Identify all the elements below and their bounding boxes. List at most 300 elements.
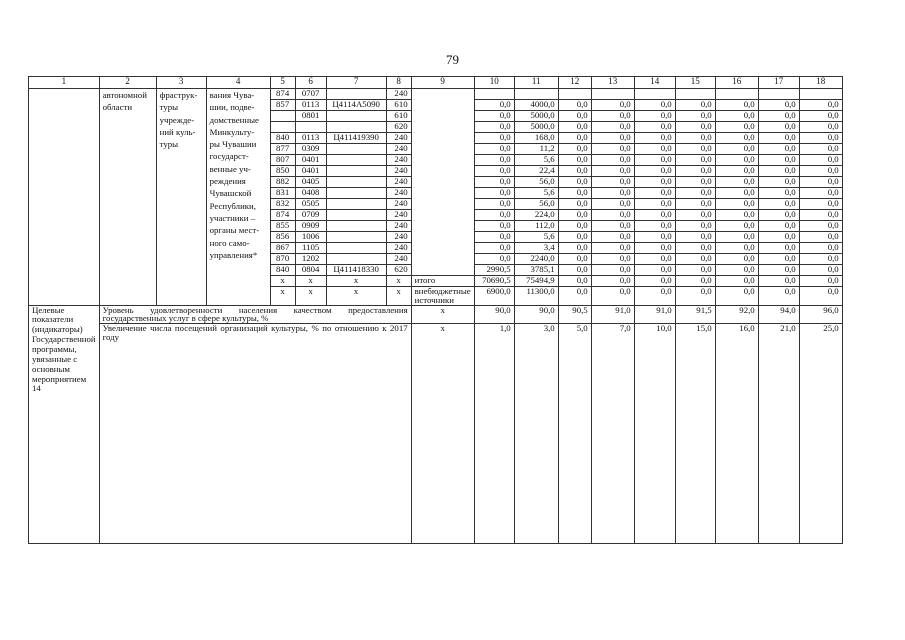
value-cell: 0,0	[558, 199, 591, 210]
target-article	[326, 188, 386, 199]
value-cell: 0,0	[675, 122, 715, 133]
column-number: 5	[270, 77, 295, 89]
value-cell: 91,5	[675, 305, 715, 324]
value-cell: 0,0	[474, 199, 514, 210]
value-cell: 0,0	[591, 265, 634, 276]
cell-line: участники –	[209, 212, 256, 223]
cell-line: домственные	[209, 114, 259, 125]
value-cell: 90,5	[558, 305, 591, 324]
value-cell: 0,0	[634, 265, 675, 276]
cell-line: туры	[159, 139, 179, 150]
value-cell: 11,2	[514, 144, 558, 155]
value-cell: 0,0	[675, 232, 715, 243]
section-code: 0804	[295, 265, 326, 276]
value-cell: 0,0	[715, 144, 758, 155]
value-cell: 0,0	[558, 265, 591, 276]
value-cell: 0,0	[799, 166, 842, 177]
section-code: 0113	[295, 133, 326, 144]
value-cell: 0,0	[758, 254, 799, 265]
indicator-text: Уровень удовлетворенности населения качеством предоставления государственных услуг в сфере культуры, %	[99, 305, 411, 324]
value-cell: 0,0	[675, 177, 715, 188]
value-cell: 0,0	[634, 155, 675, 166]
value-cell: 0,0	[799, 210, 842, 221]
value-cell: 0,0	[675, 287, 715, 306]
expense-type: 240	[386, 232, 411, 243]
value-cell: 0,0	[799, 199, 842, 210]
cell-line: ного само-	[209, 237, 250, 248]
value-cell: 0,0	[474, 221, 514, 232]
value-cell: 4000,0	[514, 100, 558, 111]
value-cell: 0,0	[634, 133, 675, 144]
grbs-code: 882	[270, 177, 295, 188]
section-code: 1202	[295, 254, 326, 265]
value-cell: 0,0	[591, 177, 634, 188]
value-cell: 0,0	[474, 111, 514, 122]
cell-line: шии, подве-	[209, 102, 255, 113]
value-cell: 0,0	[715, 243, 758, 254]
value-cell: 0,0	[474, 155, 514, 166]
expense-type: 240	[386, 221, 411, 232]
value-cell: 0,0	[558, 287, 591, 306]
column-number: 8	[386, 77, 411, 89]
value-cell: 0,0	[758, 188, 799, 199]
target-article	[326, 122, 386, 133]
value-cell: 0,0	[675, 133, 715, 144]
value-cell: 0,0	[591, 243, 634, 254]
section-code	[295, 122, 326, 133]
value-cell: 0,0	[558, 243, 591, 254]
value-cell	[634, 89, 675, 100]
value-cell: 5,6	[514, 188, 558, 199]
group-col4-cell	[206, 89, 270, 306]
value-cell: 0,0	[799, 243, 842, 254]
grbs-code: 840	[270, 265, 295, 276]
value-cell: 0,0	[558, 188, 591, 199]
value-cell: 75494,9	[514, 276, 558, 287]
indicator-row	[29, 324, 843, 544]
value-cell	[758, 89, 799, 100]
value-cell: 6900,0	[474, 287, 514, 306]
value-cell: 10,0	[634, 324, 675, 544]
value-cell: 0,0	[634, 188, 675, 199]
value-cell: 56,0	[514, 177, 558, 188]
target-article	[326, 210, 386, 221]
indicator-x: x	[411, 324, 474, 544]
expense-type: 610	[386, 100, 411, 111]
x-mark: x	[270, 276, 295, 287]
expense-type: 240	[386, 243, 411, 254]
section-code: 0909	[295, 221, 326, 232]
value-cell: 0,0	[715, 155, 758, 166]
value-cell: 0,0	[799, 287, 842, 306]
section-code: 0707	[295, 89, 326, 100]
section-code: 0401	[295, 155, 326, 166]
value-cell: 0,0	[799, 155, 842, 166]
value-cell: 0,0	[715, 188, 758, 199]
value-cell: 0,0	[799, 265, 842, 276]
value-cell: 21,0	[758, 324, 799, 544]
target-article	[326, 155, 386, 166]
column-number: 16	[715, 77, 758, 89]
grbs-code: 807	[270, 155, 295, 166]
cell-line: управления*	[209, 249, 258, 260]
value-cell: 0,0	[799, 188, 842, 199]
expense-type: 240	[386, 144, 411, 155]
value-cell	[514, 89, 558, 100]
program-table	[28, 76, 843, 544]
x-mark: x	[270, 287, 295, 306]
value-cell: 0,0	[675, 166, 715, 177]
value-cell: 0,0	[474, 133, 514, 144]
value-cell: 0,0	[675, 210, 715, 221]
value-cell: 70690,5	[474, 276, 514, 287]
x-mark: x	[295, 287, 326, 306]
value-cell: 0,0	[474, 166, 514, 177]
target-article	[326, 89, 386, 100]
value-cell: 0,0	[591, 232, 634, 243]
value-cell: 0,0	[715, 166, 758, 177]
value-cell: 0,0	[758, 243, 799, 254]
value-cell: 0,0	[591, 210, 634, 221]
value-cell: 0,0	[758, 166, 799, 177]
value-cell: 0,0	[591, 133, 634, 144]
value-cell: 0,0	[474, 254, 514, 265]
value-cell: 2240,0	[514, 254, 558, 265]
value-cell: 5000,0	[514, 111, 558, 122]
value-cell: 0,0	[715, 265, 758, 276]
value-cell: 0,0	[634, 166, 675, 177]
x-mark: x	[326, 287, 386, 306]
value-cell: 5,0	[558, 324, 591, 544]
section-code: 0405	[295, 177, 326, 188]
section-code: 0309	[295, 144, 326, 155]
section-code: 0401	[295, 166, 326, 177]
target-article	[326, 221, 386, 232]
value-cell: 0,0	[675, 254, 715, 265]
cell-line: органы мест-	[209, 225, 260, 236]
value-cell: 0,0	[591, 221, 634, 232]
column-number: 4	[206, 77, 270, 89]
value-cell: 0,0	[758, 265, 799, 276]
value-cell	[474, 89, 514, 100]
value-cell: 0,0	[591, 188, 634, 199]
column-number: 14	[634, 77, 675, 89]
value-cell: 3,0	[514, 324, 558, 544]
value-cell: 0,0	[675, 265, 715, 276]
value-cell: 2990,5	[474, 265, 514, 276]
indicator-x: x	[411, 305, 474, 324]
section-code: 1006	[295, 232, 326, 243]
value-cell: 0,0	[591, 254, 634, 265]
value-cell: 0,0	[715, 177, 758, 188]
group-col3-cell	[156, 89, 206, 306]
grbs-code: 870	[270, 254, 295, 265]
value-cell: 5,6	[514, 155, 558, 166]
value-cell: 0,0	[758, 144, 799, 155]
value-cell: 0,0	[474, 243, 514, 254]
cell-line: Республики,	[209, 200, 256, 211]
value-cell: 96,0	[799, 305, 842, 324]
value-cell: 0,0	[715, 221, 758, 232]
value-cell: 0,0	[715, 254, 758, 265]
grbs-code: 831	[270, 188, 295, 199]
value-cell: 0,0	[799, 221, 842, 232]
grbs-code: 856	[270, 232, 295, 243]
column-number: 1	[29, 77, 100, 89]
target-article	[326, 232, 386, 243]
value-cell: 0,0	[634, 232, 675, 243]
value-cell: 0,0	[591, 276, 634, 287]
value-cell: 0,0	[758, 210, 799, 221]
indicator-group-label: Целевые показатели (индикаторы) Государственной программы, увязанные с основным мероприятием 14	[29, 305, 100, 544]
grbs-code: 874	[270, 89, 295, 100]
source-cell	[411, 89, 474, 276]
value-cell: 91,0	[591, 305, 634, 324]
cell-line: фраструк-	[159, 90, 198, 100]
value-cell: 0,0	[799, 232, 842, 243]
value-cell: 0,0	[474, 210, 514, 221]
expense-type: 240	[386, 210, 411, 221]
grbs-code: 857	[270, 100, 295, 111]
value-cell	[799, 89, 842, 100]
value-cell: 0,0	[634, 243, 675, 254]
expense-type: 240	[386, 188, 411, 199]
column-number: 12	[558, 77, 591, 89]
value-cell: 0,0	[758, 155, 799, 166]
expense-type: 610	[386, 111, 411, 122]
value-cell: 0,0	[715, 133, 758, 144]
grbs-code: 840	[270, 133, 295, 144]
value-cell: 0,0	[591, 122, 634, 133]
value-cell: 0,0	[558, 133, 591, 144]
value-cell: 0,0	[634, 144, 675, 155]
expense-type: 240	[386, 166, 411, 177]
value-cell: 0,0	[675, 188, 715, 199]
value-cell: 16,0	[715, 324, 758, 544]
value-cell	[591, 89, 634, 100]
value-cell: 0,0	[799, 122, 842, 133]
value-cell: 0,0	[799, 133, 842, 144]
target-article: Ц411419390	[326, 133, 386, 144]
cell-line: государст-	[209, 151, 249, 162]
value-cell: 5,6	[514, 232, 558, 243]
value-cell: 0,0	[474, 177, 514, 188]
value-cell: 0,0	[715, 122, 758, 133]
value-cell: 0,0	[591, 199, 634, 210]
value-cell: 92,0	[715, 305, 758, 324]
expense-type: 240	[386, 89, 411, 100]
value-cell: 0,0	[591, 166, 634, 177]
value-cell	[715, 89, 758, 100]
value-cell: 0,0	[634, 276, 675, 287]
target-article	[326, 144, 386, 155]
x-mark: x	[386, 287, 411, 306]
value-cell: 0,0	[634, 221, 675, 232]
value-cell: 0,0	[474, 122, 514, 133]
value-cell: 0,0	[675, 276, 715, 287]
section-code: 0113	[295, 100, 326, 111]
value-cell: 0,0	[758, 221, 799, 232]
value-cell: 0,0	[758, 232, 799, 243]
value-cell: 0,0	[558, 221, 591, 232]
grbs-code: 855	[270, 221, 295, 232]
value-cell: 0,0	[634, 287, 675, 306]
indicator-row	[29, 305, 843, 324]
x-mark: x	[326, 276, 386, 287]
value-cell: 0,0	[799, 111, 842, 122]
cell-line: учрежде-	[159, 114, 195, 125]
value-cell: 0,0	[558, 100, 591, 111]
value-cell: 0,0	[591, 155, 634, 166]
cell-line: области	[102, 102, 133, 113]
value-cell: 0,0	[634, 122, 675, 133]
value-cell: 0,0	[715, 232, 758, 243]
value-cell: 0,0	[758, 177, 799, 188]
value-cell: 90,0	[474, 305, 514, 324]
x-mark: x	[386, 276, 411, 287]
value-cell: 0,0	[715, 199, 758, 210]
value-cell: 0,0	[474, 144, 514, 155]
value-cell: 0,0	[558, 155, 591, 166]
value-cell: 0,0	[558, 276, 591, 287]
grbs-code: 874	[270, 210, 295, 221]
value-cell: 0,0	[634, 254, 675, 265]
target-article	[326, 243, 386, 254]
column-number: 13	[591, 77, 634, 89]
column-number: 11	[514, 77, 558, 89]
cell-line: ры Чувашии	[209, 139, 257, 150]
column-number: 2	[99, 77, 156, 89]
header-row	[29, 77, 843, 89]
value-cell: 0,0	[675, 199, 715, 210]
value-cell: 3,4	[514, 243, 558, 254]
value-cell: 0,0	[634, 100, 675, 111]
value-cell: 0,0	[558, 210, 591, 221]
value-cell: 0,0	[758, 276, 799, 287]
value-cell: 0,0	[758, 100, 799, 111]
value-cell: 0,0	[558, 122, 591, 133]
indicator-text: Увеличение числа посещений организаций культуры, % по отношению к 2017 году	[99, 324, 411, 544]
value-cell: 0,0	[758, 199, 799, 210]
column-number: 18	[799, 77, 842, 89]
value-cell: 0,0	[558, 177, 591, 188]
section-code: 0801	[295, 111, 326, 122]
value-cell: 0,0	[591, 100, 634, 111]
cell-line: Чувашской	[209, 188, 252, 199]
value-cell: 1,0	[474, 324, 514, 544]
value-cell: 0,0	[474, 100, 514, 111]
value-cell: 0,0	[675, 144, 715, 155]
value-cell: 56,0	[514, 199, 558, 210]
group-col1-cell	[29, 89, 100, 306]
cell-line: венные уч-	[209, 163, 251, 174]
value-cell: 25,0	[799, 324, 842, 544]
table-row	[29, 89, 843, 100]
expense-type: 240	[386, 177, 411, 188]
value-cell: 0,0	[558, 254, 591, 265]
group-col2-cell	[99, 89, 156, 306]
column-number: 7	[326, 77, 386, 89]
target-article: Ц4114А5090	[326, 100, 386, 111]
value-cell: 0,0	[474, 188, 514, 199]
value-cell: 112,0	[514, 221, 558, 232]
value-cell: 22,4	[514, 166, 558, 177]
target-article	[326, 111, 386, 122]
value-cell: 0,0	[799, 254, 842, 265]
source-label: внебюджетные источники	[411, 287, 474, 306]
expense-type: 240	[386, 199, 411, 210]
value-cell: 94,0	[758, 305, 799, 324]
value-cell: 0,0	[558, 144, 591, 155]
value-cell: 224,0	[514, 210, 558, 221]
cell-line: туры	[159, 102, 179, 113]
grbs-code: 867	[270, 243, 295, 254]
value-cell: 91,0	[634, 305, 675, 324]
value-cell: 0,0	[799, 100, 842, 111]
cell-line: ний куль-	[159, 126, 196, 137]
value-cell: 0,0	[715, 210, 758, 221]
value-cell: 11300,0	[514, 287, 558, 306]
value-cell: 0,0	[715, 276, 758, 287]
value-cell: 0,0	[675, 221, 715, 232]
value-cell: 0,0	[591, 144, 634, 155]
grbs-code: 832	[270, 199, 295, 210]
value-cell: 0,0	[799, 144, 842, 155]
source-label: итого	[411, 276, 474, 287]
value-cell: 0,0	[675, 155, 715, 166]
value-cell: 0,0	[758, 122, 799, 133]
cell-line: вания Чува-	[209, 90, 255, 100]
value-cell: 0,0	[558, 166, 591, 177]
target-article	[326, 177, 386, 188]
expense-type: 620	[386, 265, 411, 276]
page-number: 79	[446, 52, 459, 67]
value-cell: 0,0	[634, 199, 675, 210]
value-cell: 0,0	[474, 232, 514, 243]
grbs-code	[270, 122, 295, 133]
value-cell: 3785,1	[514, 265, 558, 276]
value-cell	[558, 89, 591, 100]
value-cell: 0,0	[715, 111, 758, 122]
value-cell: 0,0	[558, 111, 591, 122]
section-code: 0408	[295, 188, 326, 199]
value-cell: 168,0	[514, 133, 558, 144]
target-article	[326, 254, 386, 265]
cell-line: реждения	[209, 176, 246, 187]
value-cell: 0,0	[799, 276, 842, 287]
value-cell: 0,0	[715, 100, 758, 111]
column-number: 6	[295, 77, 326, 89]
x-mark: x	[295, 276, 326, 287]
value-cell: 5000,0	[514, 122, 558, 133]
value-cell: 0,0	[675, 111, 715, 122]
value-cell: 0,0	[634, 177, 675, 188]
value-cell: 0,0	[634, 210, 675, 221]
section-code: 0709	[295, 210, 326, 221]
column-number: 3	[156, 77, 206, 89]
value-cell: 0,0	[758, 287, 799, 306]
expense-type: 620	[386, 122, 411, 133]
value-cell: 0,0	[758, 133, 799, 144]
cell-line: автономной	[102, 90, 147, 100]
expense-type: 240	[386, 155, 411, 166]
cell-line: Минкульту-	[209, 126, 255, 137]
section-code: 0505	[295, 199, 326, 210]
value-cell: 0,0	[715, 287, 758, 306]
column-number: 9	[411, 77, 474, 89]
target-article	[326, 166, 386, 177]
column-number: 15	[675, 77, 715, 89]
